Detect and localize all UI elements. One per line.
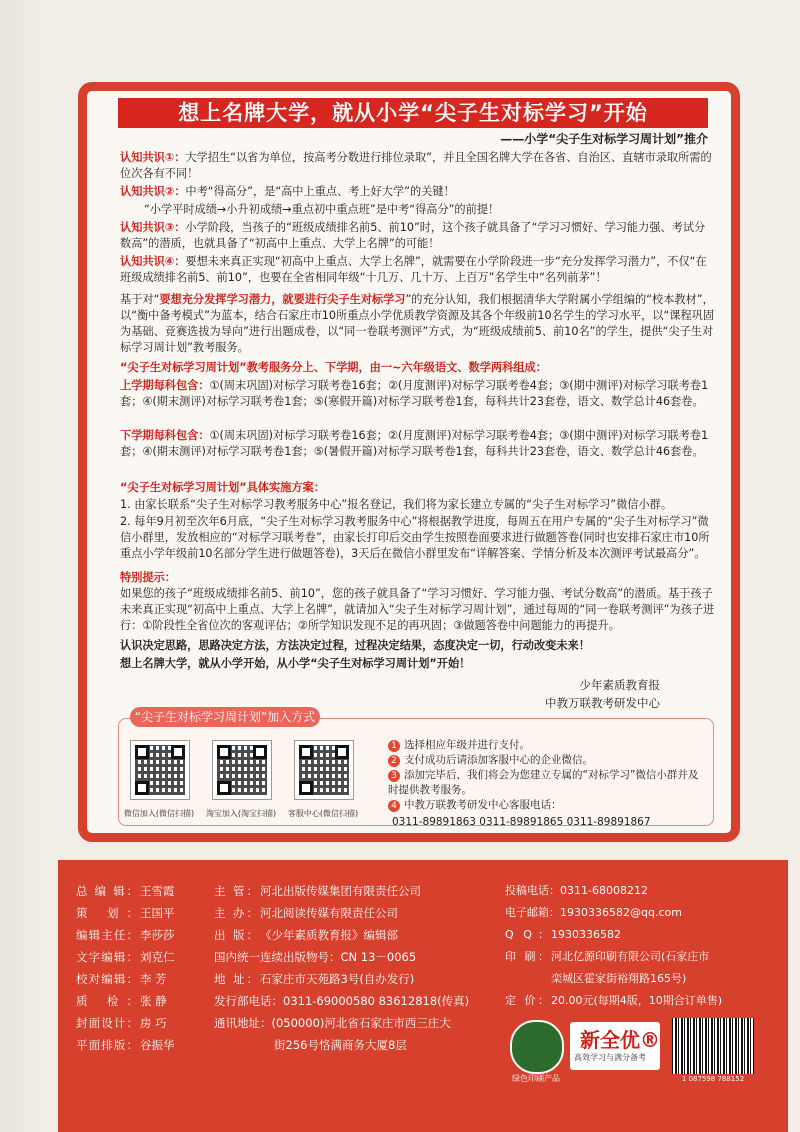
qr-finder <box>135 781 149 795</box>
plan-second-text: ①(周末巩固)对标学习联考卷16套；②(月度测评)对标学习联考卷4套；③(期中测评)对标学习联考卷1套；④(期末测评)对标学习联考卷1套；⑤(暑假开篇)对标学习联考卷1套，每科共计23套卷，语文、数学总计46套卷。 <box>120 429 709 458</box>
colophon-row <box>505 990 722 1012</box>
qr-label-taobao: 淘宝加入(淘宝扫描) <box>205 809 277 818</box>
colophon-key: 主 办： <box>214 906 258 920</box>
colophon-row <box>76 1012 175 1034</box>
fact-text: 大学招生“以省为单位，按高考分数进行排位录取”，并且全国名牌大学在各省、自治区、直辖市录取所需的位次各有不同！ <box>120 151 712 180</box>
colophon-key: 策 划： <box>76 906 138 920</box>
colophon-key: 电子邮箱： <box>505 906 560 919</box>
colophon-value: 国内统一连续出版物号：CN 13－0065 <box>214 950 417 964</box>
fact-3 <box>120 220 715 252</box>
plan-second-label: 下学期每科包含： <box>120 429 210 442</box>
fact-text: 小学阶段，当孩子的“班级成绩排名前5、前10”时，这个孩子就具备了“学习习惯好、学习能力强、考试分数高”的潜质，也就具备了“初高中上重点、大学上名牌”的可能！ <box>120 221 706 250</box>
qr-label-wechat: 微信加入(微信扫描) <box>123 809 195 818</box>
colophon-key: 定 价： <box>505 994 549 1007</box>
slogan-1: 认识决定思路，思路决定方法，方法决定过程，过程决定结果，态度决定一切，行动改变未来！ <box>120 639 590 652</box>
plan-heading <box>120 360 715 376</box>
step-text: 中教万联教考研发中心客服电话： <box>404 799 562 811</box>
colophon-key: 校对编辑： <box>76 972 138 986</box>
colophon-key: 主 管： <box>214 884 258 898</box>
banner-subtitle: ——小学“尖子生对标学习周计划”推介 <box>500 132 708 146</box>
colophon-value: 谷振华 <box>140 1038 175 1052</box>
colophon-left <box>76 880 175 1056</box>
fact-label: 认知共识②： <box>120 185 186 198</box>
fact-4 <box>120 254 715 286</box>
join-title: “尖子生对标学习周计划”加入方式 <box>130 707 320 727</box>
colophon-row <box>214 968 469 990</box>
tip-heading <box>120 570 715 586</box>
colophon-value: 20.00元(每期4版，10期合订单售) <box>551 994 723 1007</box>
colophon-row <box>76 924 175 946</box>
green-print-logo-icon <box>510 1020 564 1074</box>
colophon-row <box>214 1012 469 1034</box>
colophon-key: 质 检： <box>76 994 138 1008</box>
colophon-value: 1930336582 <box>551 928 621 941</box>
fact-text: 中考“得高分”，是“高中上重点、考上好大学”的关键！ <box>185 185 455 198</box>
colophon-row <box>76 902 175 924</box>
colophon-value: 发行部电话：0311-69000580 83612818(传真) <box>214 994 470 1008</box>
colophon-key: 地 址： <box>214 972 258 986</box>
colophon-row <box>76 990 175 1012</box>
colophon-key: 封面设计： <box>76 1016 138 1030</box>
colophon-row <box>505 968 722 990</box>
colophon-row <box>76 968 175 990</box>
taobao-qr-code[interactable] <box>212 740 272 800</box>
colophon-row <box>214 1034 469 1056</box>
colophon-value: 街256号恪满商务大厦8层 <box>274 1038 407 1052</box>
colophon-value: 通讯地址：(050000)河北省石家庄市西三庄大 <box>214 1016 451 1030</box>
fact-label: 认知共识①： <box>120 151 186 164</box>
colophon-value: 刘克仁 <box>140 950 175 964</box>
page-edge-shadow <box>0 0 40 1132</box>
join-step <box>388 768 708 798</box>
plan-first-label: 上学期每科包含： <box>120 379 210 392</box>
colophon-value: 《少年素质教育报》编辑部 <box>260 928 398 942</box>
qr-finder <box>299 745 313 759</box>
join-steps <box>388 738 708 830</box>
colophon-row <box>505 880 722 902</box>
colophon-right <box>505 880 722 1012</box>
colophon-value: 王国平 <box>140 906 175 920</box>
colophon-key: 文字编辑： <box>76 950 138 964</box>
colophon-row <box>76 1034 175 1056</box>
step-text: 添加完毕后，我们将会为您建立专属的“对标学习”微信小群并及时提供教考服务。 <box>388 769 699 796</box>
colophon-row <box>214 990 469 1012</box>
qr-finder <box>253 745 267 759</box>
qr-finder <box>335 745 349 759</box>
colophon-key: 总 编 辑： <box>76 884 138 898</box>
scheme-item-2: 2. 每年9月初至次年6月底，“尖子生对标学习教考服务中心”将根据教学进度，每周五在用户专属的“尖子生对标学习”微信小群里，发放相应的“对标学习联考卷”，由家长打印后交由学生按照卷面要求进行做题答卷(同时也安排石家庄市10所重点小学年级前10名部分学生进行做题答卷)，3天后在微信小群里发布“详解答案、学情分析及本次测评考试最高分”。 <box>120 515 710 560</box>
slogan-2: 想上名牌大学，就从小学开始，从小学“尖子生对标学习周计划”开始！ <box>120 657 471 670</box>
colophon-row <box>505 902 722 924</box>
colophon-key: 出 版： <box>214 928 258 942</box>
step-number-icon: 3 <box>388 770 400 782</box>
plan-first <box>120 378 715 410</box>
wechat-qr-code[interactable] <box>130 740 190 800</box>
colophon-value: 李莎莎 <box>140 928 175 942</box>
plan-first-text: ①(周末巩固)对标学习联考卷16套；②(月度测评)对标学习联考卷4套；③(期中测评)对标学习联考卷1套；④(期末测评)对标学习联考卷1套；⑤(寒假开篇)对标学习联考卷1套，每科共计23套卷，语文、数学总计46套卷。 <box>120 379 709 408</box>
colophon-value: 1930336582@qq.com <box>560 906 682 919</box>
join-step <box>388 798 708 813</box>
colophon-row <box>214 946 469 968</box>
colophon-row <box>505 924 722 946</box>
step-number-icon: 2 <box>388 755 400 767</box>
step-text: 支付成功后请添加客服中心的企业微信。 <box>404 754 593 766</box>
scheme-heading <box>120 480 715 496</box>
colophon-row <box>214 902 469 924</box>
colophon-row <box>76 880 175 902</box>
colophon-key: 编辑主任： <box>76 928 138 942</box>
colophon-value: 河北出版传媒集团有限责任公司 <box>260 884 421 898</box>
signature <box>545 676 660 712</box>
colophon-mid <box>214 880 469 1056</box>
colophon-key: 平面排版： <box>76 1038 138 1052</box>
intro-highlight: 要想充分发挥学习潜力，就要进行尖子生对标学习 <box>159 293 406 306</box>
colophon-row <box>214 924 469 946</box>
signature-line-2: 中教万联教考研发中心 <box>545 696 660 710</box>
join-step <box>388 753 708 768</box>
tip-text: 如果您的孩子“班级成绩排名前5、前10”，您的孩子就具备了“学习习惯好、学习能力强、考试分数高”的潜质。基于孩子未来真正实现“初高中上重点、大学上名牌”，就请加入“尖子生对标学习周计划”，通过每周的“同一卷联考测评”为孩子进行：①阶段性全省位次的客观评估；②所学知识发现不足的再巩固；③做题答卷中问题能力的再提升。 <box>120 587 715 632</box>
brand-name: 新全优® <box>580 1028 660 1052</box>
qr-finder <box>299 781 313 795</box>
brand-subtitle: 高效学习与满分备考 <box>574 1053 646 1062</box>
qr-finder <box>217 781 231 795</box>
plan-heading-text: “尖子生对标学习周计划”教考服务分上、下学期，由一~六年级语文、数学两科组成： <box>120 361 547 374</box>
fact-2-line2: “小学平时成绩→小升初成绩→重点初中重点班”是中考“得高分”的前提！ <box>144 203 500 216</box>
colophon-value: 栾城区霍家街裕翔路165号) <box>551 972 687 985</box>
colophon-value: 河北亿源印刷有限公司(石家庄市 <box>551 950 710 963</box>
scheme-heading-text: “尖子生对标学习周计划”具体实施方案： <box>120 481 325 494</box>
fact-label: 认知共识③： <box>120 221 186 234</box>
join-step <box>388 738 708 753</box>
intro-paragraph: 基于对“要想充分发挥学习潜力，就要进行尖子生对标学习”的充分认知，我们根据清华大学附属小学组编的“校本教材”，以“衡中备考模式”为蓝本，结合石家庄市10所重点小学优质教学资源及其各个年级前10名学生的学习水平，以“课程巩固为基础、竞赛选拔为导向”进行出题成卷，以“同一卷联考测评”方式，为“班级成绩前5、前10名”的学生，提供“尖子生对标学习周计划”教考服务。 <box>120 293 715 354</box>
colophon-value: 王雪霞 <box>140 884 175 898</box>
signature-line-1: 少年素质教育报 <box>579 678 660 692</box>
qr-finder <box>135 745 149 759</box>
qr-finder <box>171 745 185 759</box>
colophon-value: 房 巧 <box>140 1016 167 1030</box>
fact-label: 认知共识④： <box>120 255 186 268</box>
scheme-item-1: 1. 由家长联系“尖子生对标学习教考服务中心”报名登记，我们将为家长建立专属的“尖子生对标学习”微信小群。 <box>120 498 673 511</box>
tip-heading-text: 特别提示： <box>120 571 176 584</box>
qr-label-service: 客服中心(微信扫描) <box>287 809 359 818</box>
colophon-row <box>505 946 722 968</box>
barcode-number: 1 087598 788152 <box>681 1075 745 1083</box>
colophon-row <box>214 880 469 902</box>
fact-text: 要想未来真正实现“初高中上重点、大学上名牌”，就需要在小学阶段进一步“充分发挥学习潜力”，不仅“在班级成绩排名前5、前10”，也要在全省相同年级“十几万、几十万、上百万”名学生中“名列前茅”！ <box>120 255 707 284</box>
colophon-key: 印 刷： <box>505 950 549 963</box>
colophon-value: 0311-68008212 <box>560 884 648 897</box>
fact-2 <box>120 184 715 200</box>
colophon-value: 张 静 <box>140 994 167 1008</box>
barcode-icon <box>672 1018 754 1074</box>
colophon-row <box>76 946 175 968</box>
colophon-key: 投稿电话： <box>505 884 560 897</box>
service-phones: 0311-89891863 0311-89891865 0311-89891867 <box>392 816 651 828</box>
plan-second <box>120 428 715 460</box>
colophon-key: Q Q： <box>505 928 549 941</box>
colophon-value: 河北阅读传媒有限责任公司 <box>260 906 398 920</box>
banner-title: 想上名牌大学，就从小学“尖子生对标学习”开始 <box>118 98 708 128</box>
step-number-icon: 4 <box>388 800 400 812</box>
step-text: 选择相应年级并进行支付。 <box>404 739 530 751</box>
step-number-icon: 1 <box>388 740 400 752</box>
service-qr-code[interactable] <box>294 740 354 800</box>
colophon-value: 李 芳 <box>140 972 167 986</box>
qr-finder <box>217 745 231 759</box>
colophon-value: 石家庄市天苑路3号(自办发行) <box>260 972 415 986</box>
green-print-label: 绿色印刷产品 <box>512 1074 560 1083</box>
fact-1 <box>120 150 715 182</box>
